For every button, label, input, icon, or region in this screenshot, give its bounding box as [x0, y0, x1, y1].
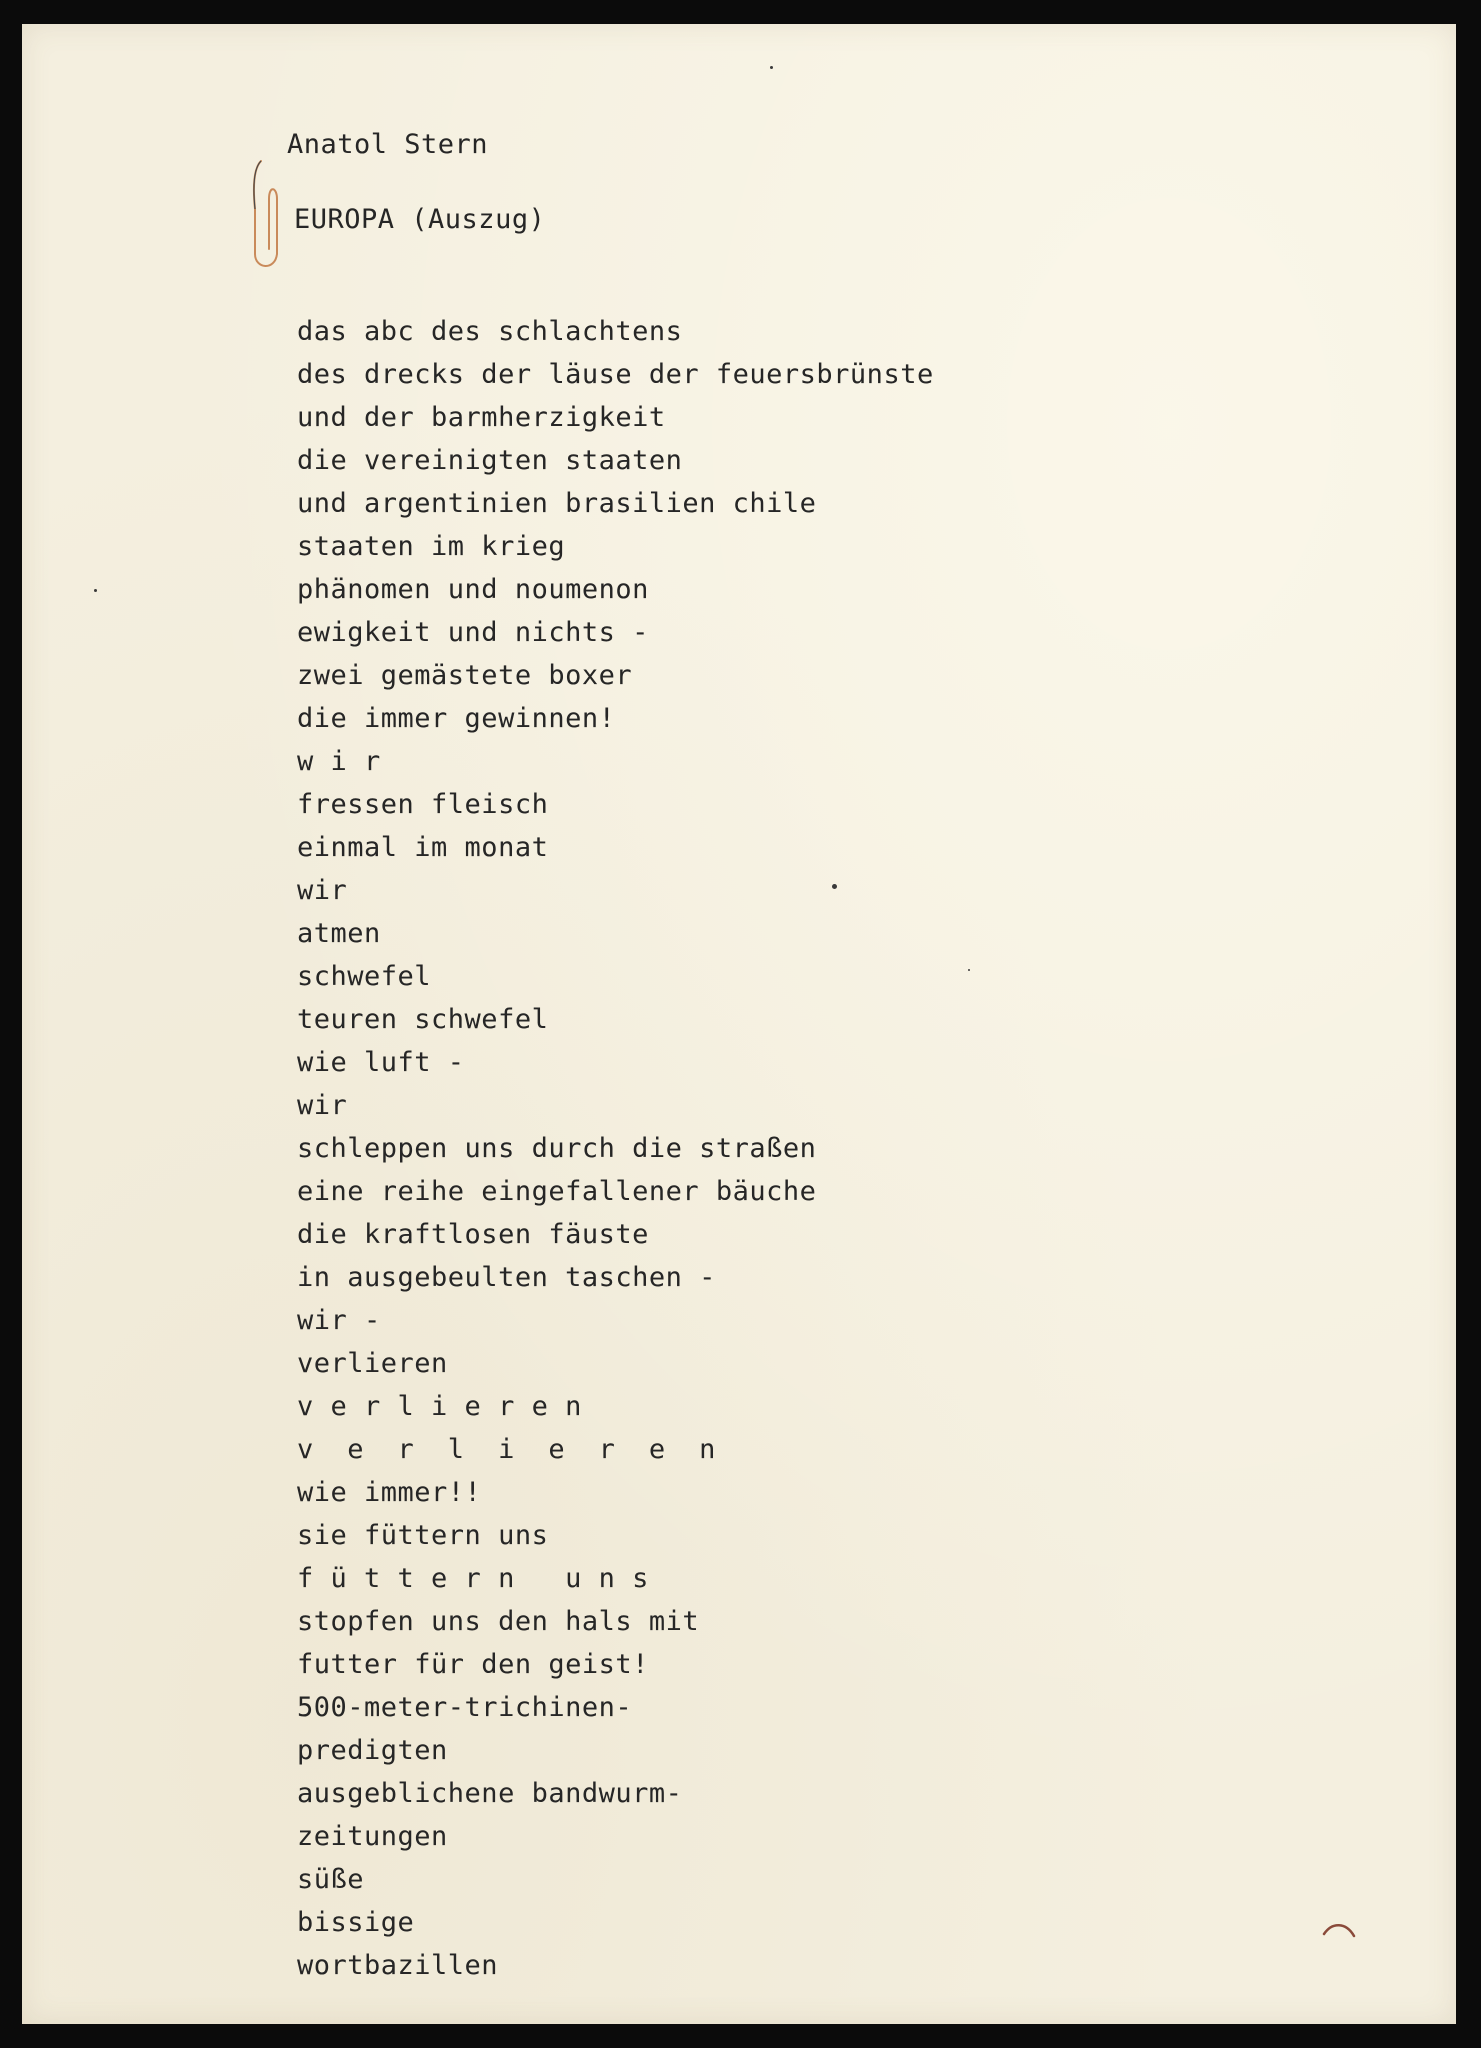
- poem-line: atmen: [297, 918, 381, 949]
- poem-line: schleppen uns durch die straßen: [297, 1133, 817, 1164]
- poem-line: wie immer!!: [297, 1477, 482, 1508]
- poem-line: wir: [297, 1090, 348, 1121]
- poem-line: v e r l i e r e n: [297, 1434, 716, 1465]
- paper-speck: [94, 589, 97, 592]
- poem-line: sie füttern uns: [297, 1520, 549, 1551]
- poem-line: eine reihe eingefallener bäuche: [297, 1176, 817, 1207]
- poem-body: [297, 310, 934, 1987]
- poem-line: w i r: [297, 746, 381, 777]
- poem-line: zwei gemästete boxer: [297, 660, 633, 691]
- author-name: Anatol Stern: [287, 129, 489, 160]
- poem-line: teuren schwefel: [297, 1004, 549, 1035]
- poem-line: fressen fleisch: [297, 789, 549, 820]
- poem-line: 500-meter-trichinen-: [297, 1692, 633, 1723]
- poem-line: des drecks der läuse der feuersbrünste: [297, 359, 934, 390]
- poem-line: süße: [297, 1864, 365, 1895]
- poem-line: wir -: [297, 1305, 381, 1336]
- poem-line: wortbazillen: [297, 1950, 499, 1981]
- poem-line: das abc des schlachtens: [297, 316, 683, 347]
- stray-mark-icon: [1322, 1920, 1356, 1940]
- poem-line: schwefel: [297, 961, 432, 992]
- poem-line: und argentinien brasilien chile: [297, 488, 817, 519]
- poem-line: die kraftlosen fäuste: [297, 1219, 649, 1250]
- poem-line: verlieren: [297, 1348, 448, 1379]
- paper-speck: [832, 884, 837, 889]
- document-page: [22, 24, 1456, 2024]
- poem-line: v e r l i e r e n: [297, 1391, 582, 1422]
- poem-line: stopfen uns den hals mit: [297, 1606, 700, 1637]
- poem-line: f ü t t e r n u n s: [297, 1563, 649, 1594]
- poem-line: wir: [297, 875, 348, 906]
- poem-line: phänomen und noumenon: [297, 574, 649, 605]
- poem-line: zeitungen: [297, 1821, 448, 1852]
- poem-line: futter für den geist!: [297, 1649, 649, 1680]
- poem-line: bissige: [297, 1907, 415, 1938]
- paper-speck: [968, 969, 970, 971]
- poem-line: und der barmherzigkeit: [297, 402, 666, 433]
- poem-line: ewigkeit und nichts -: [297, 617, 649, 648]
- poem-line: die vereinigten staaten: [297, 445, 683, 476]
- paper-speck: [770, 66, 773, 69]
- poem-line: ausgeblichene bandwurm-: [297, 1778, 683, 1809]
- poem-line: einmal im monat: [297, 832, 549, 863]
- poem-line: die immer gewinnen!: [297, 703, 616, 734]
- poem-line: predigten: [297, 1735, 448, 1766]
- poem-line: staaten im krieg: [297, 531, 566, 562]
- poem-line: in ausgebeulten taschen -: [297, 1262, 716, 1293]
- poem-line: wie luft -: [297, 1047, 465, 1078]
- poem-title: EUROPA (Auszug): [294, 204, 546, 235]
- paper-clip-mark-icon: [247, 159, 287, 279]
